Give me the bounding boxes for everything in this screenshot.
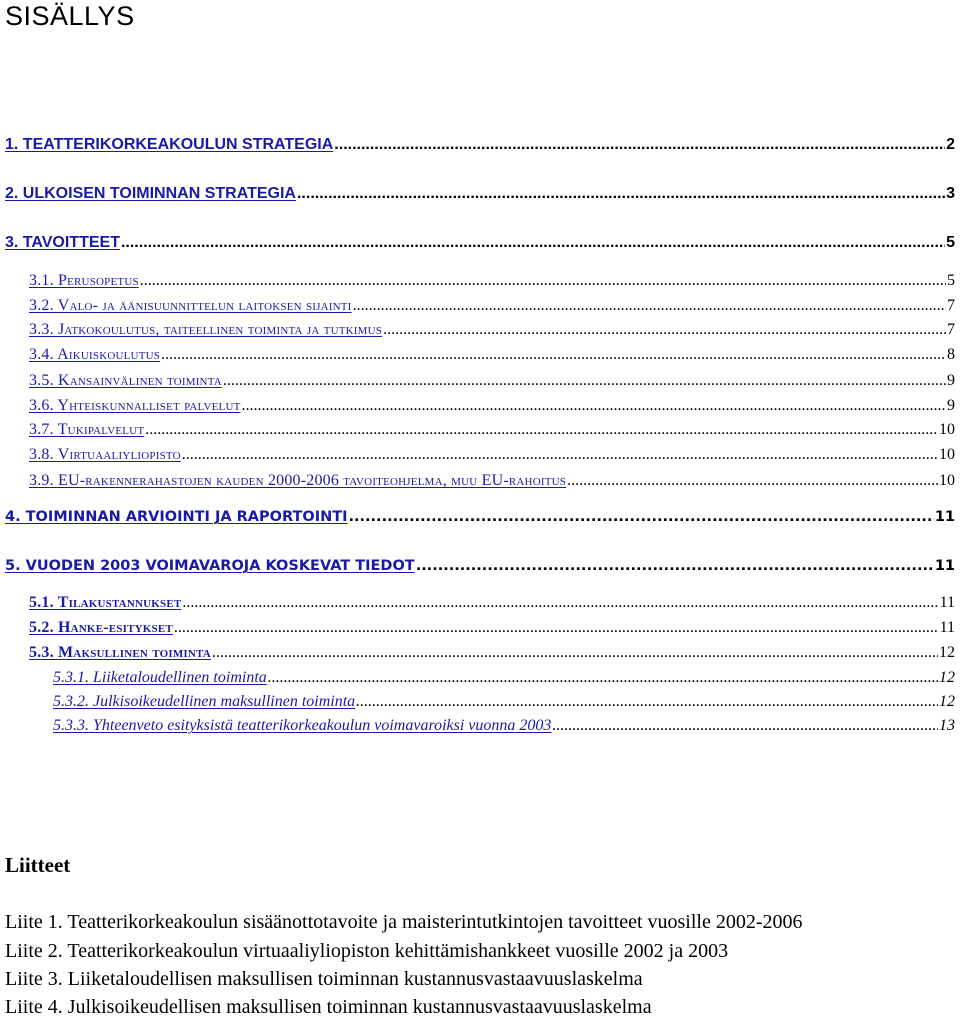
appendix-item: Liite 3. Liiketaloudellisen maksullisen toiminnan kustannusvastaavuuslaskelma (5, 968, 643, 990)
toc-entry-5-1[interactable] (29, 594, 955, 612)
toc-entry-3-7[interactable] (29, 421, 955, 439)
appendices-heading: Liitteet (5, 853, 71, 877)
toc-entry-label[interactable]: 5.1. Tilakustannukset (29, 594, 182, 611)
toc-entry-4[interactable] (5, 509, 955, 525)
toc-page-number: 12 (939, 644, 955, 661)
dot-leader (334, 136, 945, 154)
toc-entry-label[interactable]: 4. TOIMINNAN ARVIOINTI JA RAPORTOINTI (5, 509, 348, 525)
toc-page-number: 10 (939, 446, 955, 463)
toc-entry-label[interactable]: 5.2. Hanke-esitykset (29, 619, 173, 636)
toc-page-number: 13 (939, 717, 955, 734)
toc-entry-label[interactable]: 3.6. Yhteiskunnalliset palvelut (29, 397, 241, 414)
toc-entry-3-2[interactable] (29, 297, 955, 315)
toc-entry-label[interactable]: 5.3.3. Yhteenveto esityksistä teatterikorkeakoulun voimavaroiksi vuonna 2003 (53, 717, 552, 734)
dot-leader (174, 619, 939, 637)
toc-page-number: 11 (939, 619, 955, 636)
toc-page-number: 9 (947, 372, 955, 389)
dot-leader (268, 669, 938, 687)
toc-entry-5-2[interactable] (29, 619, 955, 637)
toc-page-number: 9 (947, 397, 955, 414)
dot-leader (140, 272, 946, 290)
dot-leader (552, 717, 938, 735)
toc-entry-label[interactable]: 3.3. Jatkokoulutus, taiteellinen toiminta ja tutkimus (29, 321, 383, 338)
dot-leader (242, 397, 946, 415)
dot-leader (212, 644, 938, 662)
dot-leader (356, 693, 938, 711)
toc-entry-label[interactable]: 3.7. Tukipalvelut (29, 421, 145, 438)
toc-page-number: 11 (934, 558, 955, 574)
toc-entry-3-8[interactable] (29, 446, 955, 464)
dot-leader (223, 372, 946, 390)
toc-entry-3-1[interactable] (29, 272, 955, 290)
dot-leader (353, 297, 946, 315)
toc-page-number: 5 (947, 272, 955, 289)
toc-entry-3-6[interactable] (29, 397, 955, 415)
toc-entry-label[interactable]: 5.3.1. Liiketaloudellinen toiminta (53, 669, 267, 686)
dot-leader (145, 421, 938, 439)
toc-page-number: 3 (946, 185, 955, 202)
toc-entry-label[interactable]: 3.2. Valo- ja äänisuunnittelun laitoksen sijainti (29, 297, 352, 314)
dot-leader (182, 594, 938, 612)
toc-entry-label[interactable]: 3.1. Perusopetus (29, 272, 139, 289)
toc-page-number: 7 (947, 321, 955, 338)
toc-entry-label[interactable]: 3.5. Kansainvälinen toiminta (29, 372, 222, 389)
dot-leader (416, 558, 934, 574)
toc-page-number: 11 (939, 594, 955, 611)
toc-entry-label[interactable]: 5.3.2. Julkisoikeudellinen maksullinen toiminta (53, 693, 356, 710)
toc-entry-label[interactable]: 5.3. Maksullinen toiminta (29, 644, 211, 661)
toc-page-number: 7 (947, 297, 955, 314)
dot-leader (297, 185, 945, 203)
appendix-item: Liite 4. Julkisoikeudellisen maksullisen toiminnan kustannusvastaavuuslaskelma (5, 996, 652, 1018)
toc-page-number: 11 (934, 509, 955, 525)
toc-entry-5-3[interactable] (29, 644, 955, 662)
page-title: SISÄLLYS (5, 1, 135, 31)
toc-entry-1[interactable] (5, 136, 955, 154)
toc-page-number: 12 (939, 693, 955, 710)
toc-entry-label[interactable]: 5. VUODEN 2003 VOIMAVAROJA KOSKEVAT TIEDOT (5, 558, 415, 574)
dot-leader (567, 472, 938, 490)
dot-leader (349, 509, 934, 525)
toc-page-number: 5 (946, 234, 955, 251)
toc-entry-label[interactable]: 1. TEATTERIKORKEAKOULUN STRATEGIA (5, 136, 334, 153)
toc-entry-5-3-3[interactable] (53, 717, 955, 735)
toc-page-number: 10 (939, 421, 955, 438)
dot-leader (383, 321, 946, 339)
dot-leader (121, 234, 945, 252)
toc-entry-5-3-2[interactable] (53, 693, 955, 711)
toc-entry-3-9[interactable] (29, 472, 955, 490)
toc-entry-2[interactable] (5, 185, 955, 203)
toc-entry-5[interactable] (5, 558, 955, 574)
toc-page-number: 10 (939, 472, 955, 489)
toc-entry-label[interactable]: 3.9. EU-rakennerahastojen kauden 2000-2006 tavoiteohjelma, muu EU-rahoitus (29, 472, 567, 489)
toc-page-number: 12 (939, 669, 955, 686)
dot-leader (182, 446, 938, 464)
toc-page-number: 2 (946, 136, 955, 153)
toc-entry-3[interactable] (5, 234, 955, 252)
appendix-item: Liite 1. Teatterikorkeakoulun sisäänottotavoite ja maisterintutkintojen tavoitteet vuosille 2002-2006 (5, 911, 803, 933)
dot-leader (161, 346, 946, 364)
appendix-item: Liite 2. Teatterikorkeakoulun virtuaaliyliopiston kehittämishankkeet vuosille 2002 ja 2003 (5, 940, 729, 962)
toc-entry-5-3-1[interactable] (53, 669, 955, 687)
toc-entry-label[interactable]: 3.8. Virtuaaliyliopisto (29, 446, 181, 463)
toc-entry-label[interactable]: 3.4. Aikuiskoulutus (29, 346, 161, 363)
toc-page-number: 8 (947, 346, 955, 363)
toc-entry-3-3[interactable] (29, 321, 955, 339)
toc-entry-3-4[interactable] (29, 346, 955, 364)
toc-entry-3-5[interactable] (29, 372, 955, 390)
toc-entry-label[interactable]: 2. ULKOISEN TOIMINNAN STRATEGIA (5, 185, 296, 202)
toc-entry-label[interactable]: 3. TAVOITTEET (5, 234, 120, 251)
